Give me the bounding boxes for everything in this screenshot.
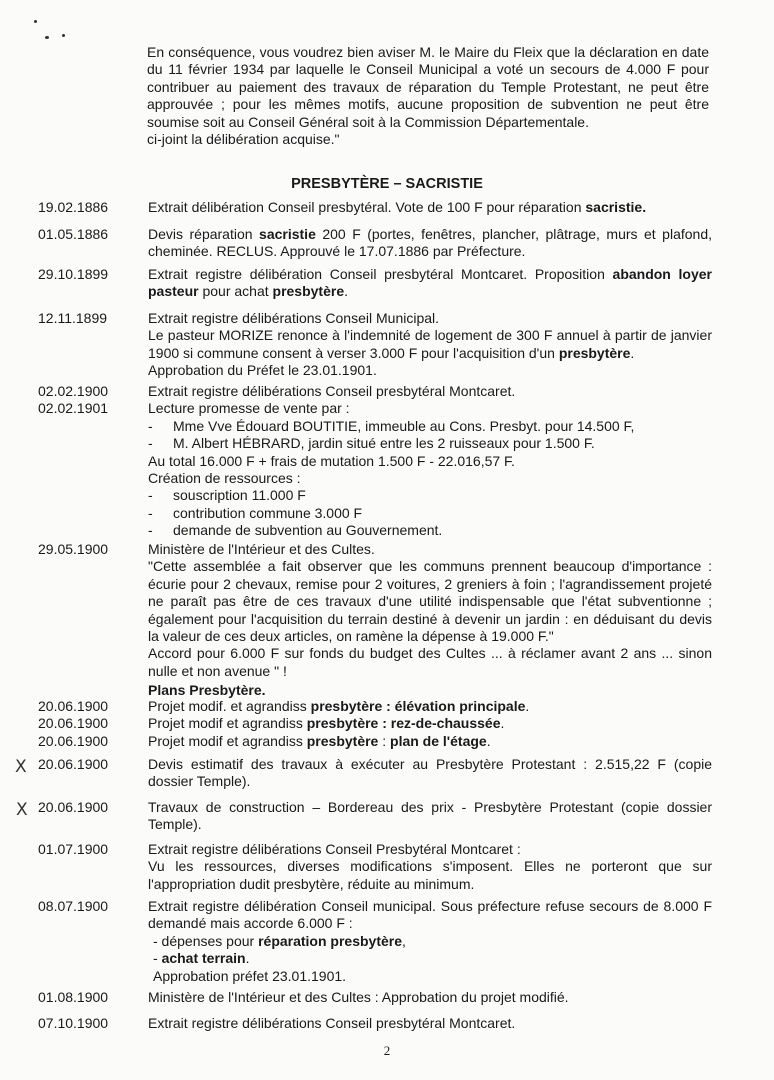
margin-mark: X xyxy=(16,800,28,820)
entry-text xyxy=(148,199,712,216)
entry-text xyxy=(148,541,712,680)
text-line xyxy=(148,733,712,750)
bullet-line xyxy=(148,435,712,452)
bold-term: presbytère xyxy=(558,344,631,361)
text-run: Extrait registre délibération Conseil presbytéral Montcaret. Proposition xyxy=(148,266,613,282)
text-line xyxy=(148,858,712,893)
bold-term: presbytère : élévation principale xyxy=(310,698,526,714)
text-line xyxy=(148,266,712,301)
text-run: Approbation du Préfet le 23.01.1901. xyxy=(148,362,377,379)
entry-text xyxy=(148,799,712,834)
text-run: Extrait délibération Conseil presbytéral. Vote de 100 F pour réparation xyxy=(148,199,586,215)
bold-term: presbytère xyxy=(272,283,345,300)
entry-text xyxy=(148,682,712,699)
text-run: contribution commune 3.000 F xyxy=(173,504,363,521)
text-run: , xyxy=(402,932,406,949)
entry-date: 02.02.1900 02.02.1901 xyxy=(38,383,109,417)
text-run: . xyxy=(245,950,250,967)
text-run: - xyxy=(153,950,162,967)
text-run: Extrait registre délibérations Conseil presbytéral Montcaret. xyxy=(148,383,516,399)
text-line xyxy=(148,898,712,933)
text-line xyxy=(148,968,712,985)
text-run: Ministère de l'Intérieur et des Cultes : Approbation du projet modifié. xyxy=(148,989,569,1005)
text-line xyxy=(148,645,712,680)
entry-date: 07.10.1900 xyxy=(38,1015,109,1031)
text-line xyxy=(148,1015,712,1032)
bold-term: abandon loyer pasteur xyxy=(148,266,712,300)
text-run: Approbation préfet 23.01.1901. xyxy=(153,967,347,984)
text-line xyxy=(148,400,712,417)
text-run: . xyxy=(630,344,635,361)
page-number: 2 xyxy=(383,1043,391,1058)
entry-text xyxy=(148,226,712,261)
bold-term: plan de l'étage xyxy=(390,732,487,749)
text-run: Accord pour 6.000 F sur fonds du budget des Cultes ... à réclamer avant 2 ans ... sinon nulle et non avenue " ! xyxy=(148,645,712,679)
text-line xyxy=(148,226,712,261)
text-run: souscription 11.000 F xyxy=(173,487,306,504)
text-line xyxy=(148,715,712,732)
entry-date: 20.06.1900 xyxy=(38,799,109,815)
text-run: Le pasteur MORIZE renonce à l'indemnité de logement de 300 F annuel à partir de janvier 1900 si commune consent à verser 3.000 F pour l'acquisition d'un xyxy=(148,327,712,361)
text-line xyxy=(148,841,712,858)
text-run: "Cette assemblée a fait observer que les communs prennent beaucoup d'importance : écurie pour 2 chevaux, remise pour 2 voitures, 2 greniers à foin ; l'agrandissement projeté ne paraît pas être de ces travaux d'une utilité indispensable que l'état subventionne ; également pour l'acquisition du terrain destiné à devenir un jardin : en déduisant du devis la valeur de ces deux articles, on ramène la dépense à 19.000 F." xyxy=(148,558,712,645)
entry-text xyxy=(148,310,712,380)
text-run: 200 F (portes, fenêtres, plancher, plâtrage, murs et plafond, cheminée. RECLUS. Approuvé le 17.07.1886 par Préfecture. xyxy=(148,226,713,260)
bullet-line xyxy=(148,487,712,504)
entry-date: 29.10.1899 xyxy=(38,266,109,282)
text-run: Devis réparation xyxy=(148,226,260,242)
bold-term: sacristie. xyxy=(585,199,647,215)
entry-text xyxy=(148,756,712,791)
text-line xyxy=(148,327,712,362)
entry-date: 08.07.1900 xyxy=(38,898,109,914)
entry-date: 29.05.1900 xyxy=(38,541,109,557)
text-run: Devis estimatif des travaux à exécuter au Presbytère Protestant : 2.515,22 F (copie dossier Temple). xyxy=(148,756,712,790)
section-title: PRESBYTÈRE – SACRISTIE xyxy=(291,176,483,192)
text-run: pour achat xyxy=(198,283,273,300)
entry-text xyxy=(148,266,712,301)
text-run: Mme Vve Édouard BOUTITIE, immeuble au Cons. Presbyt. pour 14.500 F, xyxy=(173,417,635,434)
entry-text xyxy=(148,383,712,540)
entry-date: 20.06.1900 20.06.1900 20.06.1900 xyxy=(38,698,109,749)
text-line xyxy=(148,383,712,400)
text-line xyxy=(148,989,712,1006)
text-run: Création de ressources : xyxy=(148,470,301,487)
text-line xyxy=(148,558,712,645)
text-run: Extrait registre délibérations Conseil Municipal. xyxy=(148,310,440,326)
text-run: . xyxy=(525,698,530,714)
bold-term: achat terrain xyxy=(161,950,246,967)
bullet-line xyxy=(148,522,712,539)
entry-text xyxy=(148,841,712,893)
entry-text xyxy=(148,698,712,750)
text-run: demande de subvention au Gouvernement. xyxy=(173,522,443,539)
text-run: Extrait registre délibérations Conseil presbytéral Montcaret. xyxy=(148,1015,516,1031)
text-run: : xyxy=(378,732,391,749)
bold-term: sacristie xyxy=(259,226,316,242)
entry-date: 01.07.1900 xyxy=(38,841,109,857)
text-run: Projet modif et agrandiss xyxy=(148,732,307,749)
bullet-line xyxy=(148,505,712,522)
entry-date: 12.11.1899 xyxy=(38,310,108,326)
bold-term: presbytère : rez-de-chaussée xyxy=(306,715,501,732)
text-line xyxy=(148,799,712,834)
text-run: Vu les ressources, diverses modifications s'imposent. Elles ne porteront que sur l'appropriation dudit presbytère, réduite au minimum. xyxy=(148,858,712,892)
text-run: Projet modif. et agrandiss xyxy=(148,698,311,714)
text-run: M. Albert HÉBRARD, jardin situé entre les 2 ruisseaux pour 1.500 F. xyxy=(173,435,595,452)
bold-term: Plans Presbytère. xyxy=(148,682,266,698)
text-line xyxy=(148,310,712,327)
scan-speck xyxy=(34,20,37,23)
text-run: - dépenses pour xyxy=(153,932,259,949)
text-line xyxy=(148,470,712,487)
text-run: Ministère de l'Intérieur et des Cultes. xyxy=(148,541,375,557)
text-line xyxy=(148,199,712,216)
text-line xyxy=(148,756,712,791)
text-line xyxy=(148,950,712,967)
scan-speck xyxy=(45,36,49,39)
text-line xyxy=(148,682,712,699)
text-run: . xyxy=(344,283,348,300)
entry-date: 20.06.1900 xyxy=(38,756,109,772)
text-run: Au total 16.000 F + frais de mutation 1.500 F - 22.016,57 F. xyxy=(148,452,515,469)
intro-paragraph: En conséquence, vous voudrez bien aviser M. le Maire du Fleix que la déclaration en date du 11 février 1934 par laquelle le Conseil Municipal a voté un secours de 4.000 F pour contribuer au paiement des travaux de réparation du Temple Protestant, ne peut être approuvée ; pour les mêmes motifs, aucune proposition de subvention ne peut être soumise soit au Conseil Général soit à la Commission Départementale. ci-joint la délibération acquise." xyxy=(147,44,709,148)
margin-mark: X xyxy=(15,757,27,777)
text-run: Projet modif et agrandiss xyxy=(148,715,307,732)
text-line xyxy=(148,541,712,558)
text-run: Extrait registre délibération Conseil municipal. Sous préfecture refuse secours de 8.000 F demandé mais accorde 6.000 F : xyxy=(148,898,712,932)
entry-date: 01.08.1900 xyxy=(38,989,109,1005)
text-run: Extrait registre délibérations Conseil Presbytéral Montcaret : xyxy=(148,841,521,857)
text-run: . xyxy=(500,715,505,732)
text-line xyxy=(148,698,712,715)
entry-text xyxy=(148,989,712,1006)
bold-term: presbytère xyxy=(306,732,379,749)
text-line xyxy=(148,453,712,470)
bullet-line xyxy=(148,418,712,435)
entry-text xyxy=(148,1015,712,1032)
text-line xyxy=(148,362,712,379)
entry-date: 19.02.1886 xyxy=(38,199,109,215)
bold-term: réparation presbytère xyxy=(258,932,403,949)
text-line xyxy=(148,933,712,950)
text-run: Travaux de construction – Bordereau des prix - Presbytère Protestant (copie dossier Temple). xyxy=(148,799,712,833)
entry-text xyxy=(148,898,712,985)
text-run: Lecture promesse de vente par : xyxy=(148,400,350,417)
scan-speck xyxy=(62,34,65,37)
entry-date: 01.05.1886 xyxy=(38,226,109,242)
text-run: . xyxy=(486,732,491,749)
